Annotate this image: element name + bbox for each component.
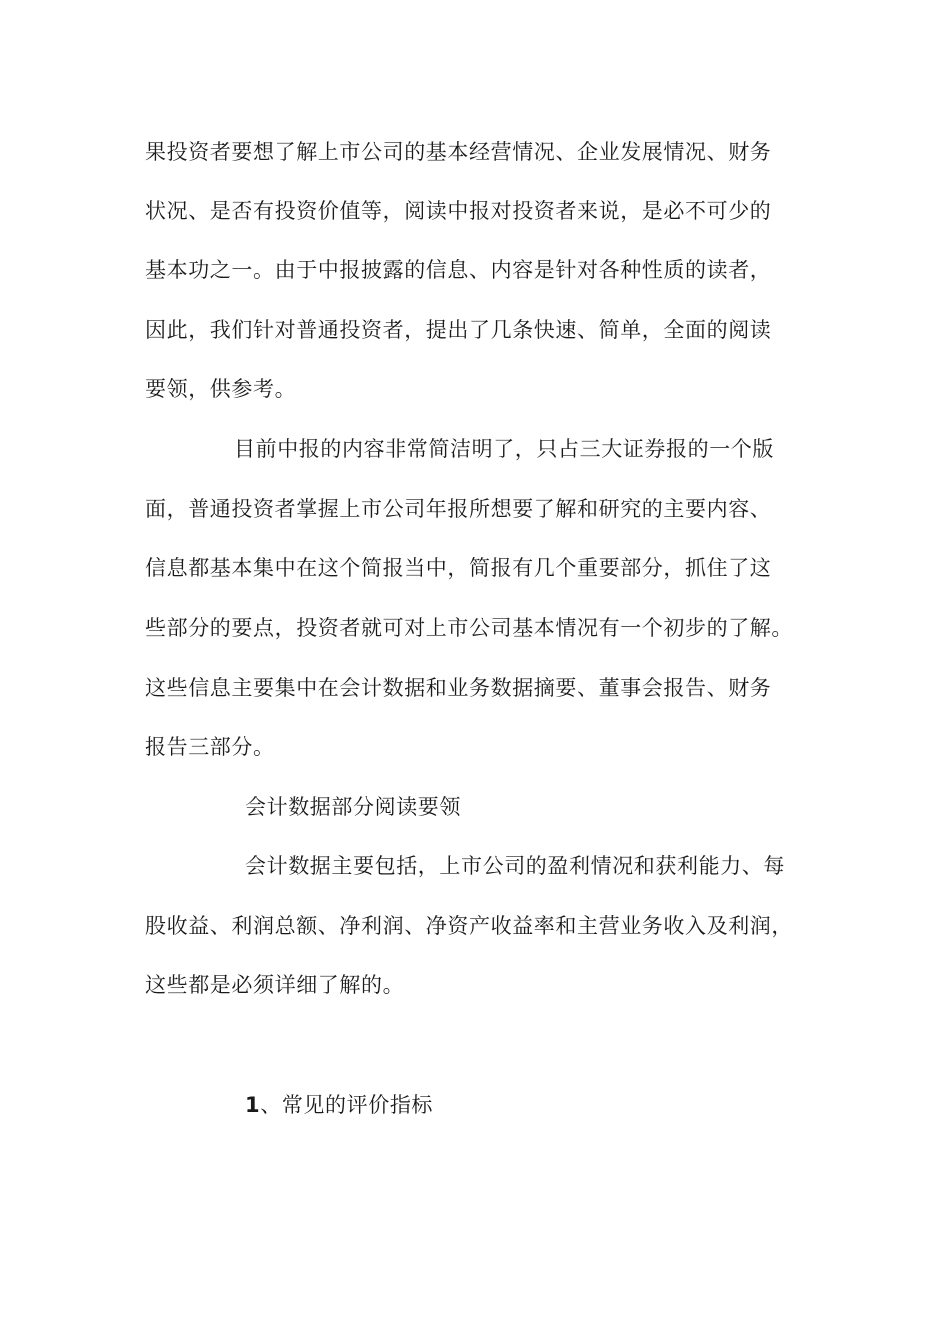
paragraph1-line-4: 因此，我们针对普通投资者，提出了几条快速、简单，全面的阅读 <box>145 318 772 342</box>
subheading-text: 、常见的评价指标 <box>260 1093 434 1117</box>
paragraph1-line-5: 要领，供参考。 <box>145 377 297 401</box>
subheading-number: 1 <box>245 1093 261 1117</box>
section-heading: 会计数据部分阅读要领 <box>245 795 461 819</box>
paragraph2-line-5: 这些信息主要集中在会计数据和业务数据摘要、董事会报告、财务 <box>145 676 772 700</box>
paragraph1-line-3: 基本功之一。由于中报披露的信息、内容是针对各种性质的读者， <box>145 258 772 282</box>
paragraph2-line-6: 报告三部分。 <box>145 735 275 759</box>
paragraph3-line-3: 这些都是必须详细了解的。 <box>145 973 405 997</box>
paragraph2-line-4: 些部分的要点，投资者就可对上市公司基本情况有一个初步的了解。 <box>145 616 793 640</box>
paragraph2-line-2: 面，普通投资者掌握上市公司年报所想要了解和研究的主要内容、 <box>145 497 772 521</box>
subheading <box>245 1090 433 1120</box>
paragraph3-line-1: 会计数据主要包括，上市公司的盈利情况和获利能力、每 <box>245 854 785 878</box>
paragraph1-line-2: 状况、是否有投资价值等，阅读中报对投资者来说，是必不可少的 <box>145 199 772 223</box>
paragraph3-line-2: 股收益、利润总额、净利润、净资产收益率和主营业务收入及利润， <box>145 914 793 938</box>
paragraph2-line-1: 目前中报的内容非常简洁明了，只占三大证券报的一个版 <box>234 437 774 461</box>
paragraph2-line-3: 信息都基本集中在这个简报当中，简报有几个重要部分，抓住了这 <box>145 556 772 580</box>
paragraph1-line-1: 果投资者要想了解上市公司的基本经营情况、企业发展情况、财务 <box>145 140 772 164</box>
